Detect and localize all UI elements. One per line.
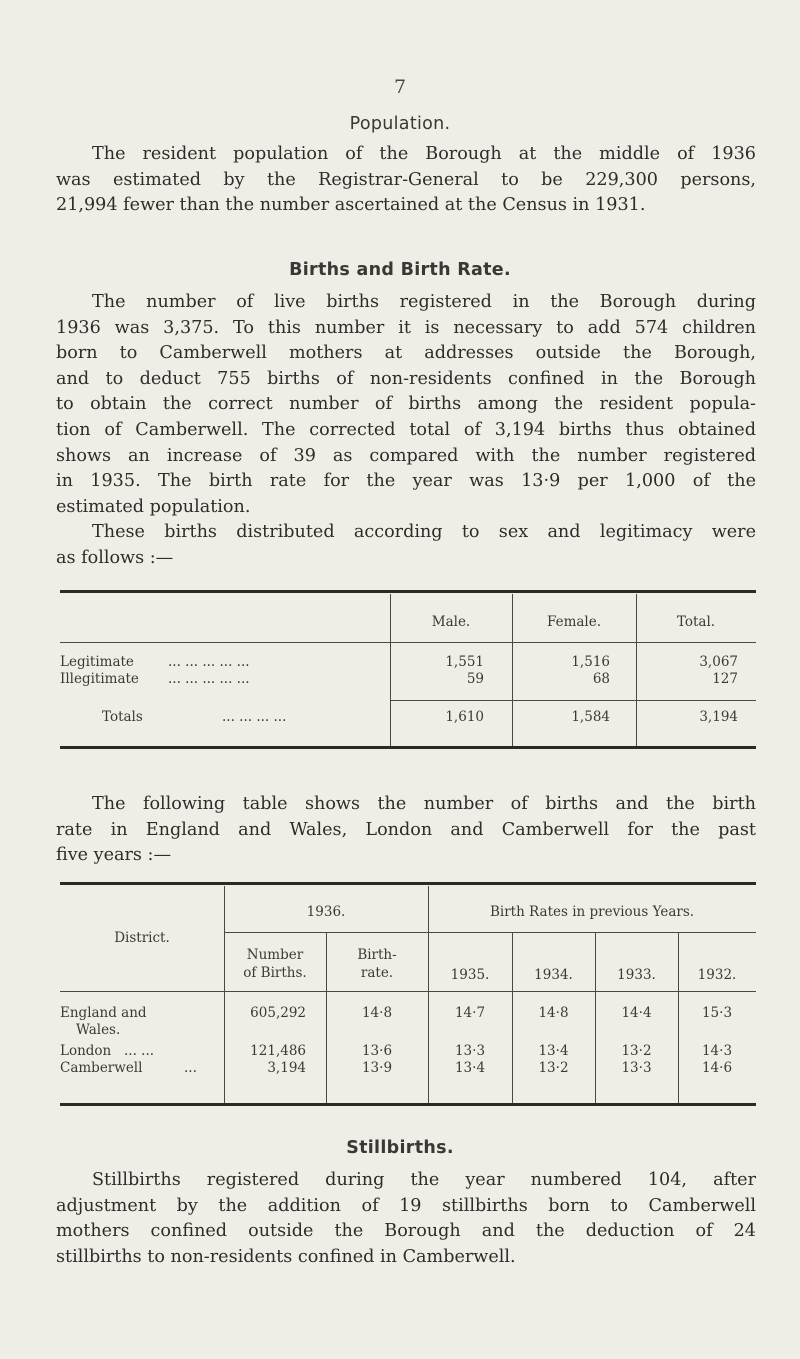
cell-1932: 15·3 xyxy=(701,1005,733,1021)
cell-1933: 13·2 xyxy=(621,1043,652,1059)
population-paragraph xyxy=(56,142,756,219)
leader-dots: ... ... xyxy=(124,1043,155,1059)
paragraph-line: stillbirths to non-residents confined in Camberwell. xyxy=(56,1246,516,1267)
cell-male: 1,610 xyxy=(445,709,484,725)
cell-total: 3,067 xyxy=(699,654,738,670)
district-name-cont: Wales. xyxy=(76,1022,121,1038)
paragraph-line: adjustment by the addition of 19 stillbirths born to Camberwell xyxy=(56,1195,756,1216)
totals-rule xyxy=(390,700,756,701)
district-name: Camberwell xyxy=(60,1060,143,1076)
paragraph-line: 21,994 fewer than the number ascertained at the Census in 1931. xyxy=(56,195,646,216)
header-previous-years: Birth Rates in previous Years. xyxy=(489,904,695,920)
district-name: England and xyxy=(60,1005,147,1021)
cell-rate: 14·8 xyxy=(361,1005,393,1021)
paragraph-line: These births distributed according to sex and legitimacy were xyxy=(92,522,756,543)
paragraph-line: to obtain the correct number of births among the resident popula- xyxy=(56,394,756,415)
header-birth-rate: Birth- xyxy=(357,947,397,963)
cell-births: 605,292 xyxy=(250,1005,306,1021)
paragraph-line: mothers confined outside the Borough and the deduction of 24 xyxy=(56,1221,756,1242)
cell-total: 127 xyxy=(712,671,738,687)
cell-total: 3,194 xyxy=(699,709,738,725)
paragraph-line: rate in England and Wales, London and Camberwell for the past xyxy=(56,819,756,840)
population-heading: Population. xyxy=(349,114,451,134)
table-top-rule xyxy=(60,882,756,885)
header-female: Female. xyxy=(546,614,602,630)
cell-female: 1,516 xyxy=(571,654,610,670)
header-year: 1935. xyxy=(450,967,490,983)
paragraph-line: The number of live births registered in the Borough during xyxy=(92,292,756,312)
cell-female: 1,584 xyxy=(571,709,610,725)
table-top-rule xyxy=(60,590,756,593)
leader-dots: ... ... ... ... xyxy=(222,709,287,725)
header-year: 1932. xyxy=(697,967,737,983)
cell-1933: 14·4 xyxy=(621,1005,652,1021)
paragraph-line: in 1935. The birth rate for the year was 13·9 per 1,000 of the xyxy=(56,471,756,492)
cell-1932: 14·3 xyxy=(701,1043,733,1059)
row-label: Legitimate xyxy=(60,654,134,670)
cell-1934: 14·8 xyxy=(538,1005,569,1021)
cell-rate: 13·6 xyxy=(361,1043,393,1059)
paragraph-line: tion of Camberwell. The corrected total of 3,194 births thus obtained xyxy=(56,419,756,440)
paragraph-line: Stillbirths registered during the year numbered 104, after xyxy=(92,1170,756,1190)
header-total: Total. xyxy=(676,614,716,630)
cell-1935: 13·3 xyxy=(454,1043,486,1059)
totals-label: Totals xyxy=(102,709,143,725)
paragraph-line: as follows :— xyxy=(56,547,174,568)
cell-1934: 13·2 xyxy=(538,1060,569,1076)
cell-1935: 13·4 xyxy=(454,1060,486,1076)
header-male: Male. xyxy=(431,614,471,630)
header-district: District. xyxy=(114,930,170,946)
paragraph-line: born to Camberwell mothers at addresses outside the Borough, xyxy=(56,343,756,364)
table-bottom-rule xyxy=(60,1103,756,1106)
cell-male: 1,551 xyxy=(445,654,484,670)
paragraph-line: The resident population of the Borough at the middle of 1936 xyxy=(92,144,756,164)
header-year: 1933. xyxy=(617,967,656,983)
table-bottom-rule xyxy=(60,746,756,749)
leader-dots: ... ... ... ... ... xyxy=(168,654,250,670)
paragraph-line: and to deduct 755 births of non-residents confined in the Borough xyxy=(56,368,756,389)
cell-births: 121,486 xyxy=(250,1043,306,1059)
cell-1935: 14·7 xyxy=(454,1005,486,1021)
row-label: Illegitimate xyxy=(60,671,139,687)
cell-male: 59 xyxy=(466,671,484,687)
comparison-paragraph xyxy=(56,792,756,869)
paragraph-line: shows an increase of 39 as compared with the number registered xyxy=(56,445,756,466)
paragraph-line: 1936 was 3,375. To this number it is necessary to add 574 children xyxy=(56,317,756,338)
stillbirths-paragraph xyxy=(56,1168,756,1270)
header-rule xyxy=(60,642,756,643)
cell-1933: 13·3 xyxy=(621,1060,652,1076)
paragraph-line: five years :— xyxy=(56,845,172,866)
header-number-births: Number xyxy=(246,947,304,963)
district-name: London xyxy=(60,1043,112,1059)
header-year: 1934. xyxy=(534,967,573,983)
paragraph-line: estimated population. xyxy=(56,496,251,517)
paragraph-line: was estimated by the Registrar-General to be 229,300 persons, xyxy=(56,169,756,190)
page-number: 7 xyxy=(393,76,407,98)
cell-rate: 13·9 xyxy=(361,1060,393,1076)
leader-dots: ... xyxy=(184,1060,197,1076)
stillbirths-heading: Stillbirths. xyxy=(346,1138,454,1158)
leader-dots: ... ... ... ... ... xyxy=(168,671,250,687)
header-rule xyxy=(60,991,756,992)
cell-births: 3,194 xyxy=(267,1060,306,1076)
subheader-rule xyxy=(224,932,756,933)
cell-female: 68 xyxy=(592,671,610,687)
births-heading: Births and Birth Rate. xyxy=(289,260,511,280)
header-1936: 1936. xyxy=(306,904,346,920)
cell-1934: 13·4 xyxy=(538,1043,569,1059)
header-birth-rate: rate. xyxy=(360,965,394,981)
births-paragraph xyxy=(56,290,756,572)
header-number-births: of Births. xyxy=(243,965,307,981)
paragraph-line: The following table shows the number of births and the birth xyxy=(92,794,756,814)
cell-1932: 14·6 xyxy=(701,1060,733,1076)
